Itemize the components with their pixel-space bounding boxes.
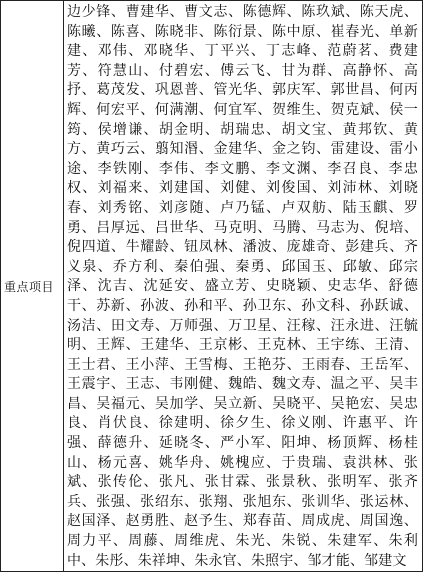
label-cell: [1, 1, 64, 572]
table-row: [1, 1, 423, 572]
names-cell: [64, 1, 423, 572]
names-list: 边少锋、曹建华、曹文志、陈德辉、陈玖斌、陈天虎、陈曦、陈喜、陈晓非、陈衍景、陈中原、崔春光、单新建、邓伟、邓晓华、丁平兴、丁志峰、范蔚茗、费建芳、符慧山、付碧宏、傅云飞、甘为群、高静怀、高抒、葛茂发、巩恩普、管光华、郭庆军、郭世昌、何丙辉、何宏平、何满潮、何宜军、贺维生、贺克斌、侯一筠、侯增谦、胡金明、胡瑞忠、胡文宝、黄邦钦、黄方、黄巧云、翦知湣、金建华、金之钧、雷建设、雷小途、李铁刚、李伟、李文鹏、李文渊、李召良、李忠权、刘福来、刘建国、刘健、刘俊国、刘沛林、刘晓春、刘秀铭、刘彦随、卢乃锰、卢双舫、陆玉麒、罗勇、吕厚远、吕世华、马克明、马腾、马志为、倪培、倪四道、牛耀龄、钮凤林、潘波、庞雄奇、彭建兵、齐义泉、乔方利、秦伯强、秦勇、邱国玉、邱敏、邱宗泽、沈吉、沈延安、盛立芳、史晓颖、史志华、舒德干、苏新、孙波、孙和平、孙卫东、孙文科、孙跃诚、汤洁、田文寿、万师强、万卫星、汪稼、汪永进、汪毓明、王辉、王建华、王京彬、王克林、王宇练、王清、王士君、王小萍、王雪梅、王艳芬、王雨春、王岳军、王震宇、王志、韦刚健、魏皓、魏文寿、温之平、吴丰昌、吴福元、吴加学、吴立新、吴晓平、吴艳宏、吴忠良、肖伏良、徐建明、徐夕生、徐义刚、许惠平、许强、薛德升、延晓冬、严小军、阳坤、杨顶辉、杨桂山、杨元喜、姚华舟、姚槐应、于贵瑞、袁洪林、张斌、张传伦、张凡、张甘霖、张景秋、张明军、张齐兵、张强、张绍东、张翔、张旭东、张训华、张运林、赵国泽、赵勇胜、赵予生、郑春苗、周成虎、周国逸、周力平、周藤、周维虎、朱光、朱锐、朱建军、朱利中、朱彤、朱祥坤、朱永官、朱照宇、邹才能、邹建文: [67, 4, 418, 569]
row-label: 重点项目: [4, 279, 55, 294]
